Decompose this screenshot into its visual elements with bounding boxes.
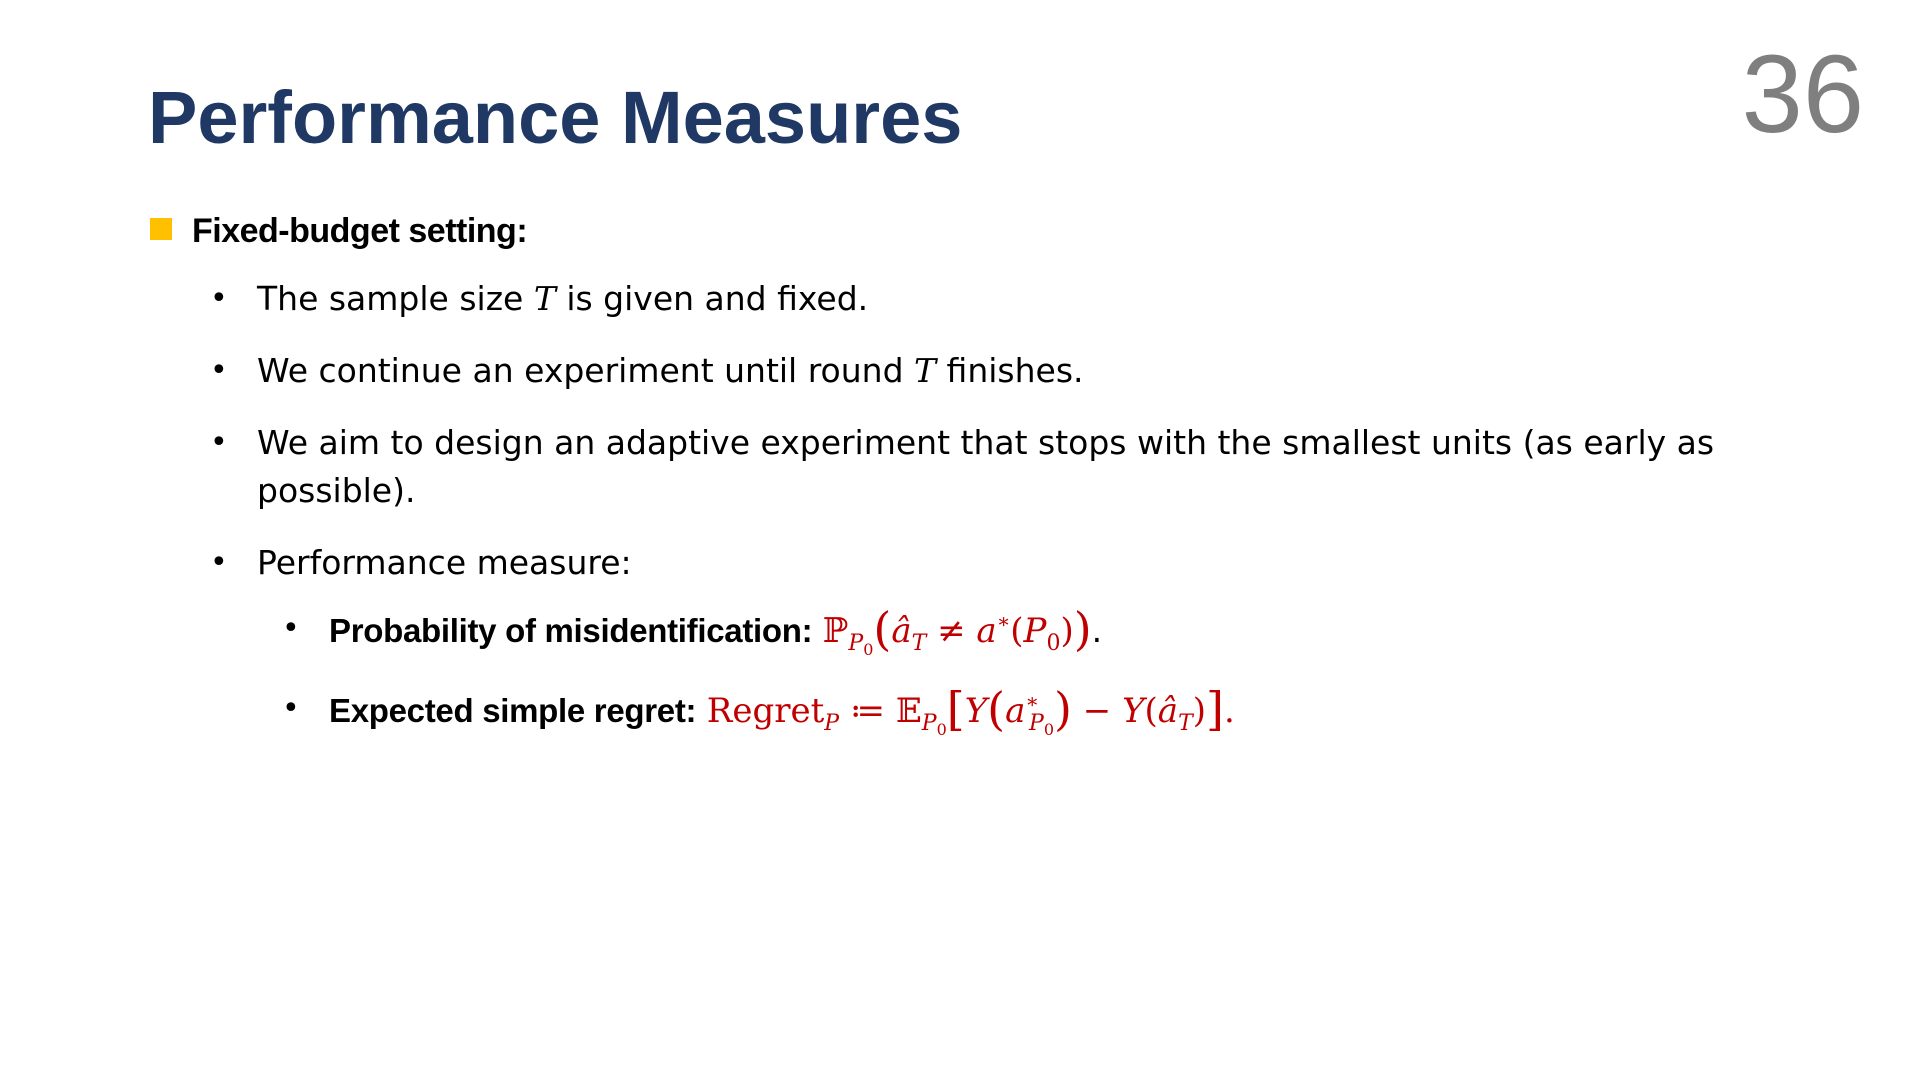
slide-number: 36 bbox=[1741, 33, 1864, 156]
formula-trailing: . bbox=[1091, 611, 1103, 650]
math-variable: T bbox=[914, 351, 937, 390]
measure-label: Probability of misidentification: bbox=[329, 612, 813, 649]
section-heading-row bbox=[150, 205, 1790, 257]
list-item bbox=[150, 275, 1790, 323]
measure-label: Expected simple regret: bbox=[329, 692, 697, 729]
list-item bbox=[150, 419, 1790, 515]
bullet-text-start: The sample size bbox=[257, 279, 534, 318]
formula-trailing: . bbox=[1223, 691, 1235, 731]
math-variable: T bbox=[533, 279, 556, 318]
sub-list-item bbox=[150, 679, 1790, 741]
sub-bullet-list bbox=[257, 599, 1790, 741]
bullet-dot-icon: • bbox=[210, 281, 228, 316]
bullet-text-end: finishes. bbox=[936, 351, 1084, 390]
bullet-dot-icon: • bbox=[282, 611, 300, 646]
bullet-dot-icon: • bbox=[210, 545, 228, 580]
bullet-text-start: We continue an experiment until round bbox=[257, 351, 915, 390]
list-item bbox=[150, 347, 1790, 395]
bullet-dot-icon: • bbox=[282, 691, 300, 726]
bullet-dot-icon: • bbox=[210, 353, 228, 388]
list-item bbox=[150, 539, 1790, 741]
slide-content bbox=[150, 205, 1790, 741]
sub-list-item bbox=[150, 599, 1790, 661]
bullet-text-end: is given and fixed. bbox=[555, 279, 869, 318]
bullet-text: Performance measure: bbox=[257, 543, 632, 582]
bullet-dot-icon: • bbox=[210, 425, 228, 460]
simple-regret-formula: Regret$_P$ ≔ $𝔼_{P_0}[Y(a^∗_{P_0})$ − $Y(â_T)$] bbox=[706, 682, 1224, 739]
bullet-text: We aim to design an adaptive experiment that stops with the smallest units (as early as possible). bbox=[257, 423, 1715, 510]
section-heading: Fixed-budget setting: bbox=[192, 211, 528, 250]
slide-title: Performance Measures bbox=[148, 76, 963, 159]
bullet-list bbox=[150, 275, 1790, 741]
misidentification-formula: $ℙ_{P_0}(â_T \ne a^∗(P_0))$ bbox=[822, 602, 1092, 659]
square-bullet-icon bbox=[150, 218, 172, 240]
